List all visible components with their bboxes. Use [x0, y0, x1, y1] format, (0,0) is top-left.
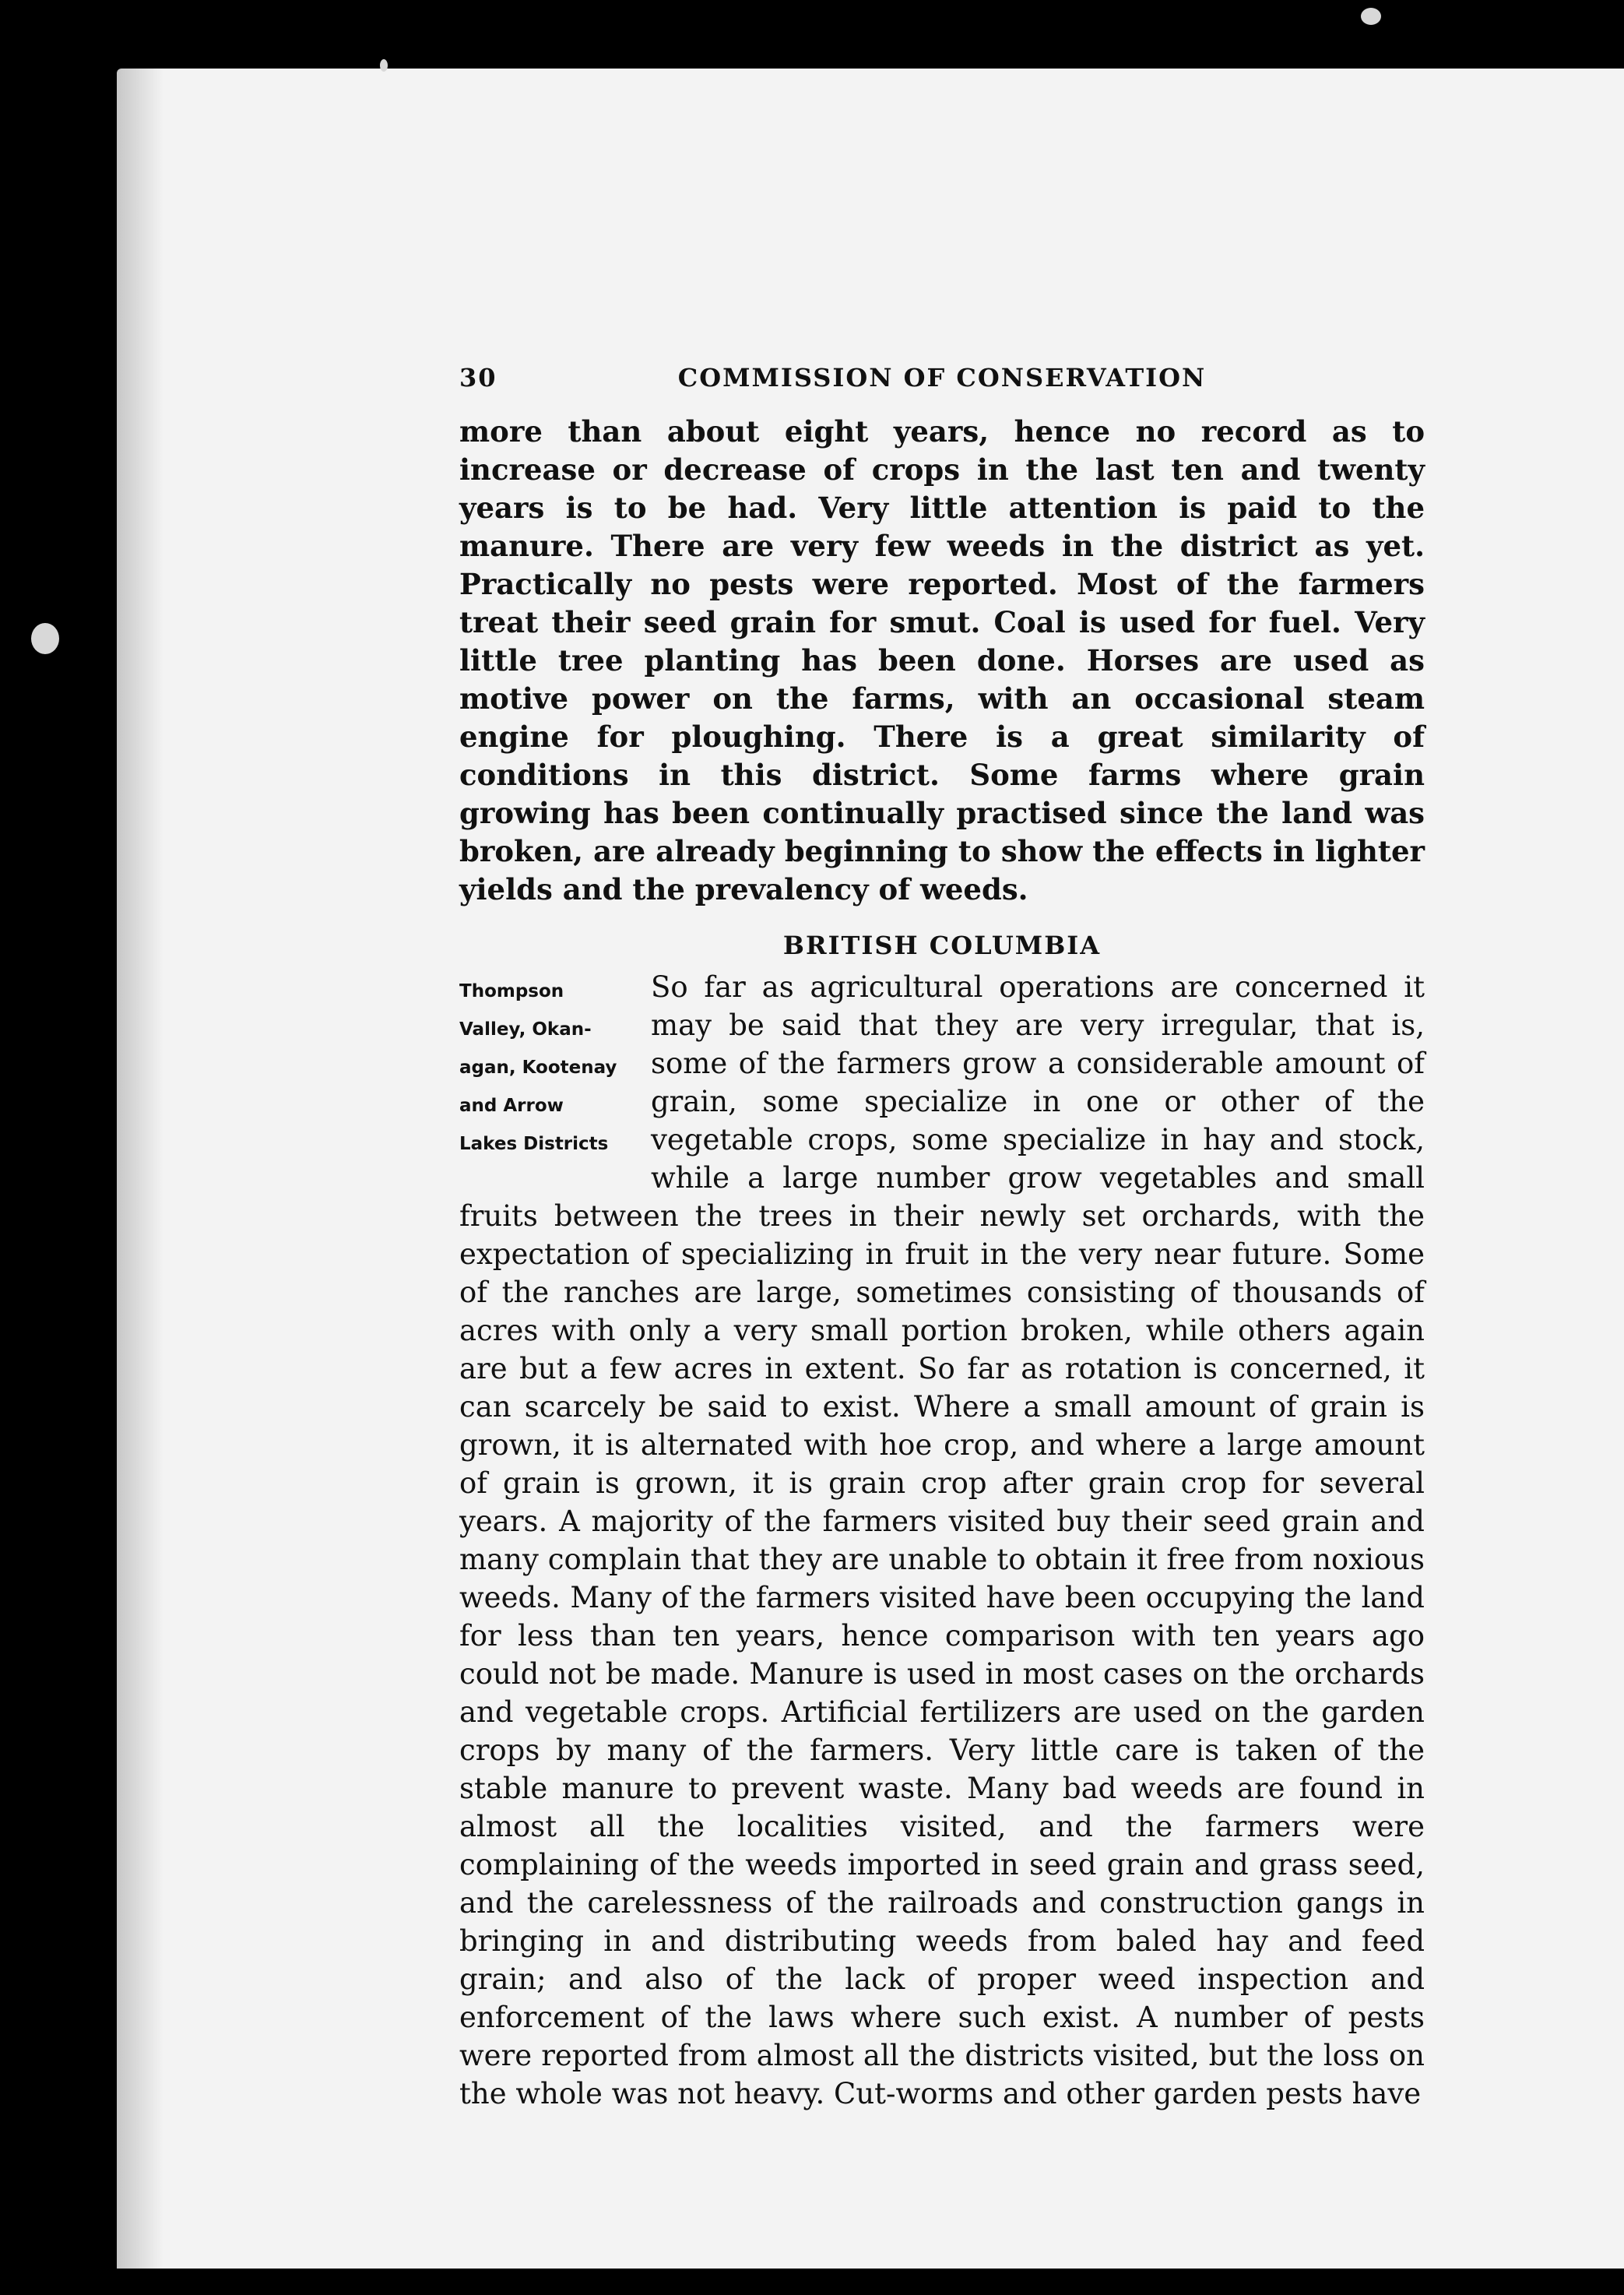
sidenote-line: Lakes Districts	[459, 1134, 609, 1154]
page-number: 30	[459, 363, 497, 392]
page-text-block	[459, 363, 1425, 2113]
page-binding-shadow	[117, 69, 163, 2269]
section-heading: BRITISH COLUMBIA	[782, 931, 1102, 960]
scan-blemish	[1361, 8, 1381, 25]
body-paragraph: So far as agricultural operations are concerned it may be said that they are very irregular, that is, some of the farmers grow a considerable amount of grain, some specialize in one or other of the vegetable crops, some specialize in hay and stock, while a large number grow vegetables and small fruits between the trees in their newly set orchards, with the expectation of specializing in fruit in the very near future. Some of the ranches are large, sometimes consisting of thousands of acres with only a very small portion broken, while others again are but a few acres in extent. So far as rotation is concerned, it can scarcely be said to exist. Where a small amount of grain is grown, it is alternated with hoe crop, and where a large amount of grain is grown, it is grain crop after grain crop for several years. A majority of the farmers visited buy their seed grain and many complain that they are unable to obtain it free from noxious weeds. Many of the farmers visited have been occupying the land for less than ten years, hence comparison with ten years ago could not be made. Manure is used in most cases on the orchards and vegetable crops. Artificial fertilizers are used on the garden crops by many of the farmers. Very little care is taken of the stable manure to prevent waste. Many bad weeds are found in almost all the localities visited, and the farmers were complaining of the weeds imported in seed grain and grass seed, and the carelessness of the railroads and construction gangs in bringing in and distributing weeds from baled hay and feed grain; and also of the lack of proper weed inspection and enforcement of the laws where such exist. A number of pests were reported from almost all the districts visited, but the loss on the whole was not heavy. Cut-worms and other garden pests have	[459, 970, 1425, 2110]
sidenote-line: Valley, Okan-	[459, 1019, 592, 1040]
sidenote-line: Thompson	[459, 981, 564, 1001]
running-header-title: COMMISSION OF CONSERVATION	[677, 363, 1207, 392]
sidenote-line: and Arrow	[459, 1096, 564, 1116]
scan-blemish	[31, 623, 59, 654]
sidenote-line: agan, Kootenay	[459, 1058, 617, 1078]
running-header	[459, 363, 1425, 392]
scan-blemish	[380, 59, 388, 72]
body-paragraph: more than about eight years, hence no record as to increase or decrease of crops in the last ten and twenty years is to be had. Very little attention is paid to the manure. There are very few weeds in the district as yet. Practically no pests were reported. Most of the farmers treat their seed grain for smut. Coal is used for fuel. Very little tree planting has been done. Horses are used as motive power on the farms, with an occasional steam engine for ploughing. There is a great similarity of conditions in this district. Some farms where grain growing has been continually practised since the land was broken, are already beginning to show the effects in lighter yields and the prevalency of weeds.	[459, 414, 1425, 906]
margin-sidenote	[459, 973, 617, 1163]
